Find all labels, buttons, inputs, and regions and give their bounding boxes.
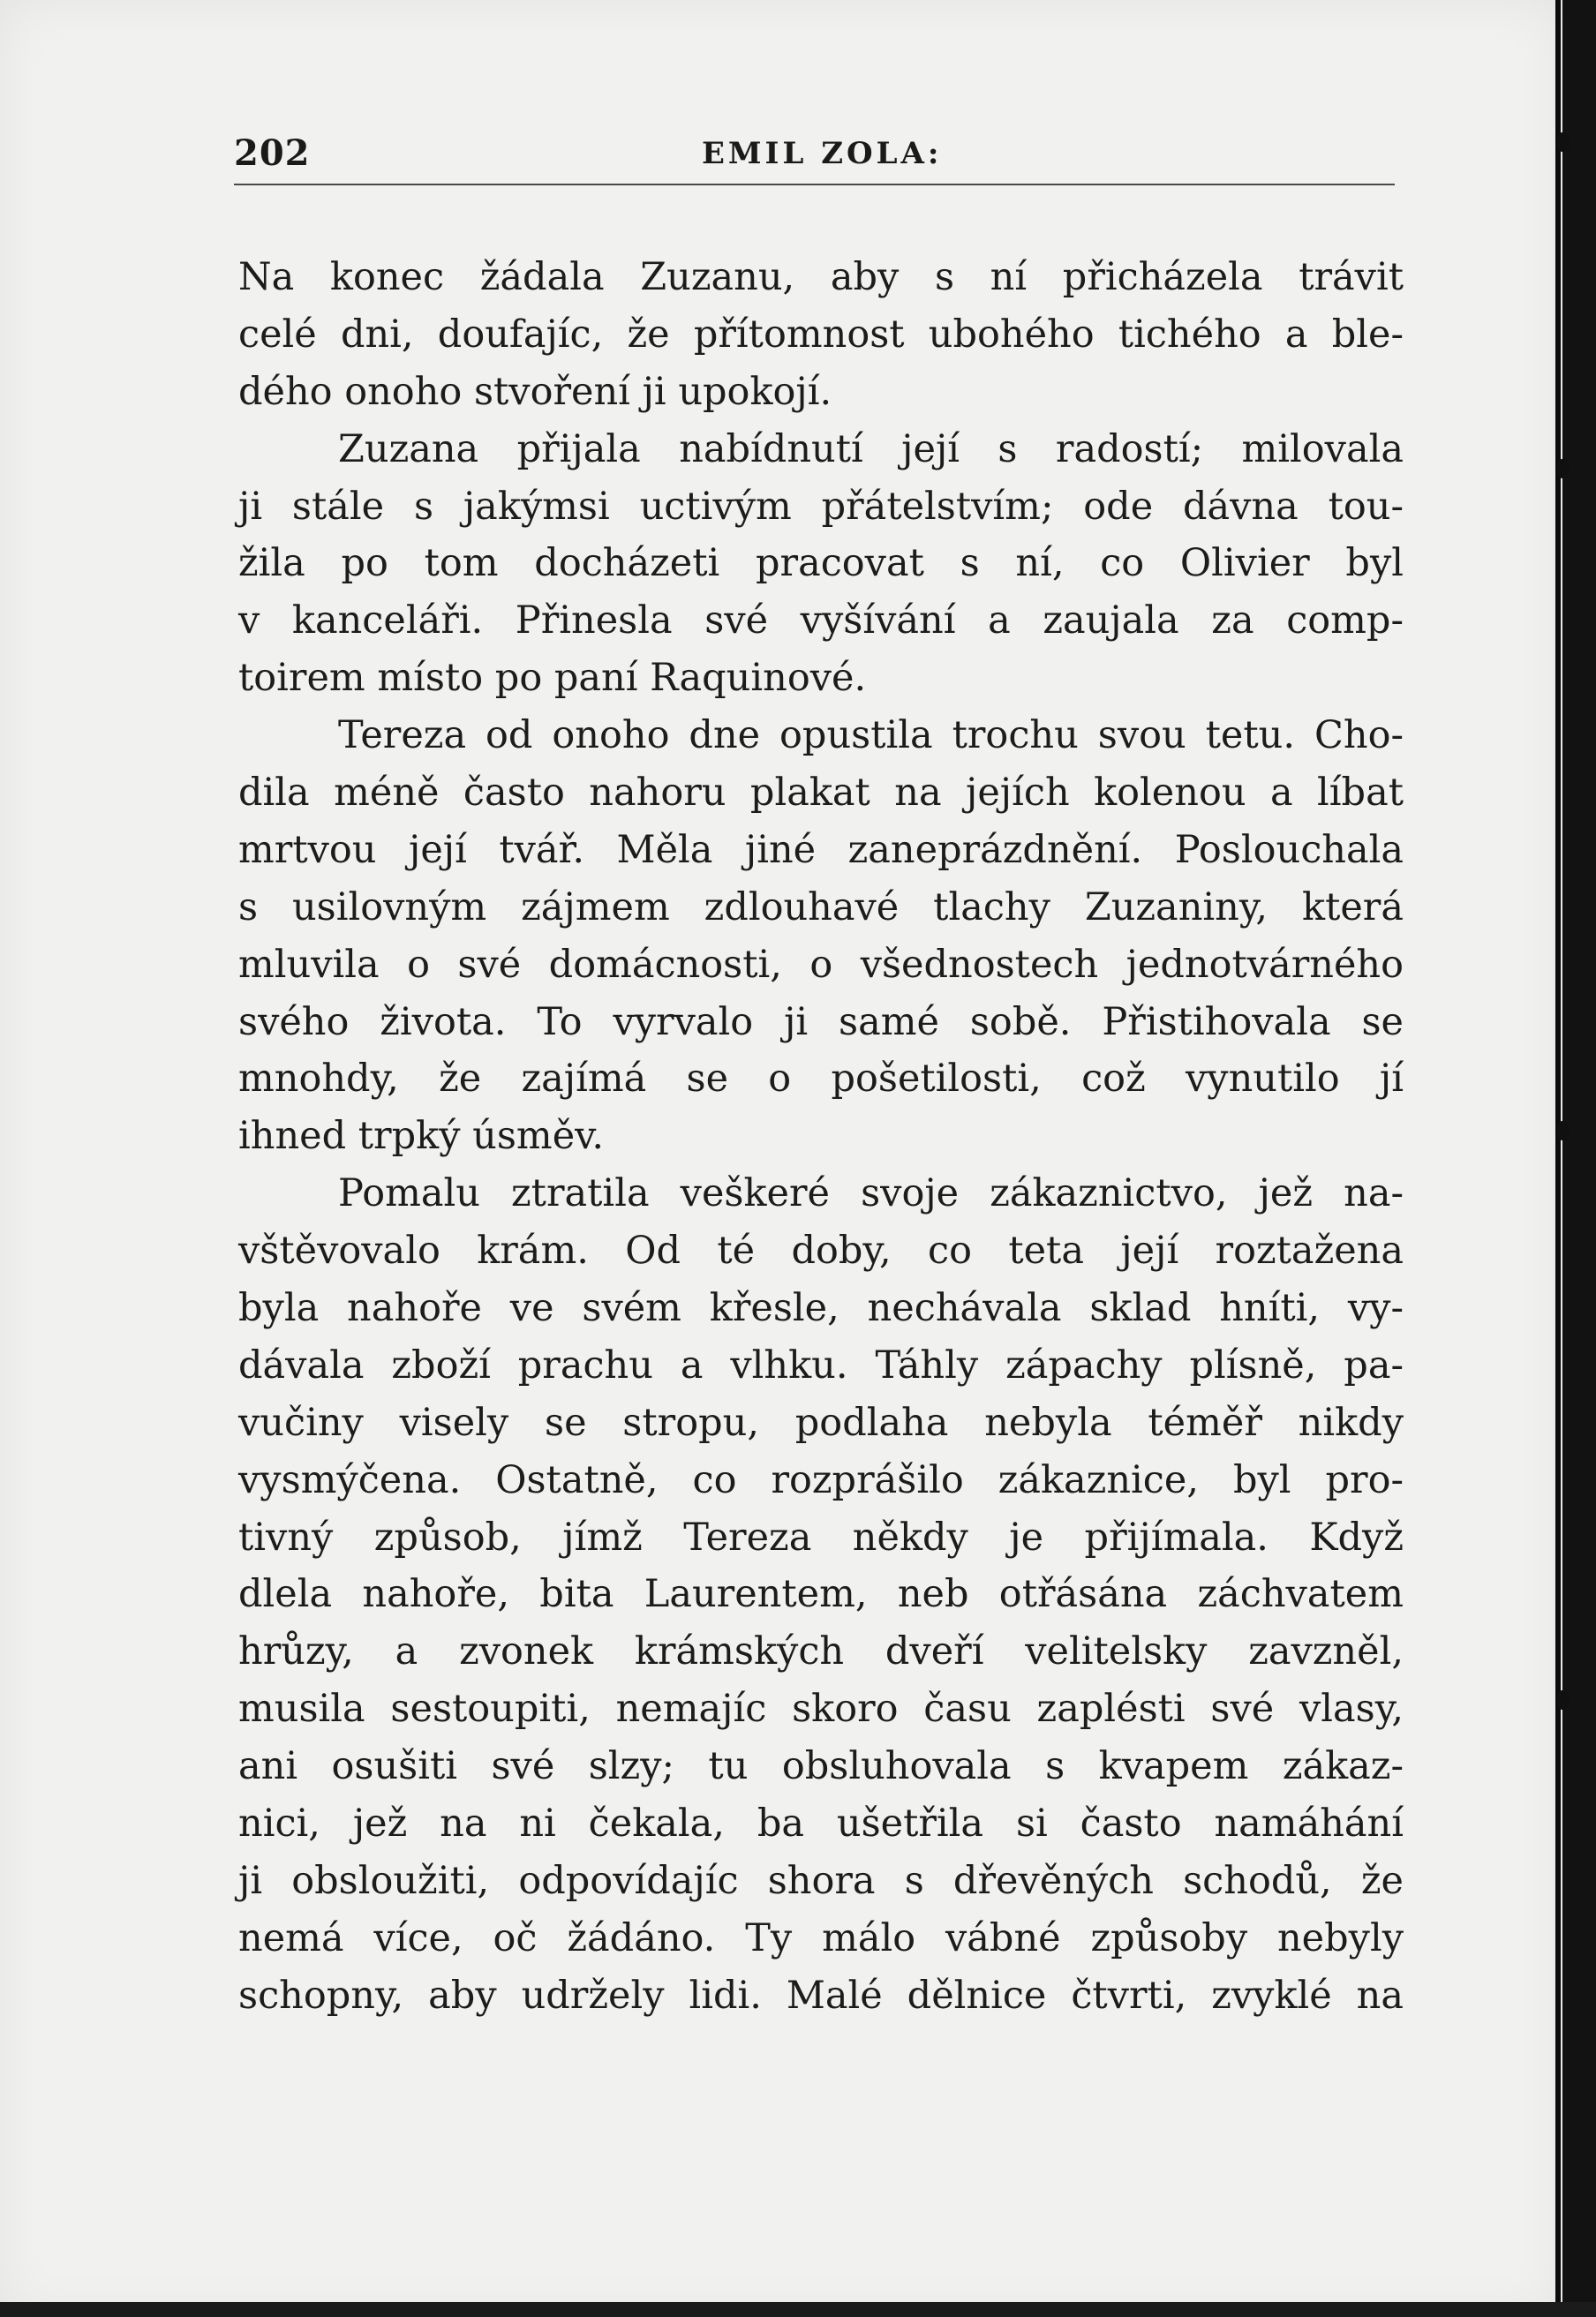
text-line: vysmýčena. Ostatně, co rozprášilo zákaznice, byl pro-	[238, 1457, 1404, 1502]
body-text	[238, 249, 1404, 2025]
text-line: Zuzana přijala nabídnutí její s radostí; milovala	[338, 426, 1404, 471]
text-line: dlela nahoře, bita Laurentem, neb otřásána záchvatem	[238, 1572, 1404, 1617]
text-line: ihned trpký úsměv.	[238, 1114, 605, 1159]
page-header	[234, 132, 1395, 184]
text-line: ani osušiti své slzy; tu obsluhovala s kvapem zákaz-	[238, 1744, 1404, 1789]
binding-mark	[1557, 132, 1570, 152]
text-line: v kanceláři. Přinesla své vyšívání a zaujala za comp-	[238, 598, 1404, 643]
text-line: ji obsloužiti, odpovídajíc shora s dřevěných schodů, že	[238, 1858, 1404, 1903]
binding-mark	[1557, 459, 1570, 478]
text-line: dila méně často nahoru plakat na jejích kolenou a líbat	[238, 771, 1404, 816]
text-line: byla nahoře ve svém křesle, nechávala sklad hníti, vy-	[238, 1286, 1404, 1331]
text-line: schopny, aby udržely lidi. Malé dělnice čtvrti, zvyklé na	[238, 1973, 1404, 2018]
text-line: musila sestoupiti, nemajíc skoro času zaplésti své vlasy,	[238, 1687, 1404, 1732]
text-line: mluvila o své domácnosti, o všednostech jednotvárného	[238, 942, 1404, 987]
binding-mark	[1557, 1690, 1570, 1710]
header-rule	[234, 184, 1395, 185]
page-edge-line	[1555, 0, 1561, 2317]
text-line: mrtvou její tvář. Měla jiné zaneprázdnění. Poslouchala	[238, 827, 1404, 872]
running-head: EMIL ZOLA:	[702, 136, 943, 171]
text-line: dého onoho stvoření ji upokojí.	[238, 369, 832, 414]
scan-border-right	[1562, 0, 1596, 2317]
text-line: ji stále s jakýmsi uctivým přátelstvím; ode dávna tou-	[238, 484, 1404, 529]
text-line: dávala zboží prachu a vlhku. Táhly zápachy plísně, pa-	[238, 1343, 1404, 1388]
text-line: Tereza od onoho dne opustila trochu svou tetu. Cho-	[338, 713, 1404, 758]
text-line: tivný způsob, jímž Tereza někdy je přijímala. Když	[238, 1515, 1404, 1560]
text-line: toirem místo po paní Raquinové.	[238, 656, 867, 701]
text-line: vučiny visely se stropu, podlaha nebyla téměř nikdy	[238, 1400, 1404, 1445]
text-line: vštěvovalo krám. Od té doby, co teta její roztažena	[238, 1229, 1404, 1274]
text-line: svého života. To vyrvalo ji samé sobě. Přistihovala se	[238, 999, 1404, 1044]
text-line: Na konec žádala Zuzanu, aby s ní přicházela trávit	[238, 255, 1404, 299]
text-line: nici, jež na ni čekala, ba ušetřila si často namáhání	[238, 1802, 1404, 1847]
text-line: žila po tom docházeti pracovat s ní, co Olivier byl	[238, 541, 1404, 586]
scan-border-bottom	[0, 2302, 1596, 2317]
text-line: Pomalu ztratila veškeré svoje zákaznictvo, jež na-	[338, 1171, 1404, 1216]
text-line: s usilovným zájmem zdlouhavé tlachy Zuzaniny, která	[238, 884, 1404, 929]
text-line: mnohdy, že zajímá se o pošetilosti, což vynutilo jí	[238, 1057, 1404, 1102]
page-number: 202	[234, 132, 311, 174]
text-line: hrůzy, a zvonek krámských dveří velitelsky zavzněl,	[238, 1629, 1404, 1674]
text-line: celé dni, doufajíc, že přítomnost ubohého tichého a ble-	[238, 312, 1404, 357]
binding-mark	[1557, 1121, 1570, 1140]
text-line: nemá více, oč žádáno. Ty málo vábné způsoby nebyly	[238, 1915, 1404, 1960]
